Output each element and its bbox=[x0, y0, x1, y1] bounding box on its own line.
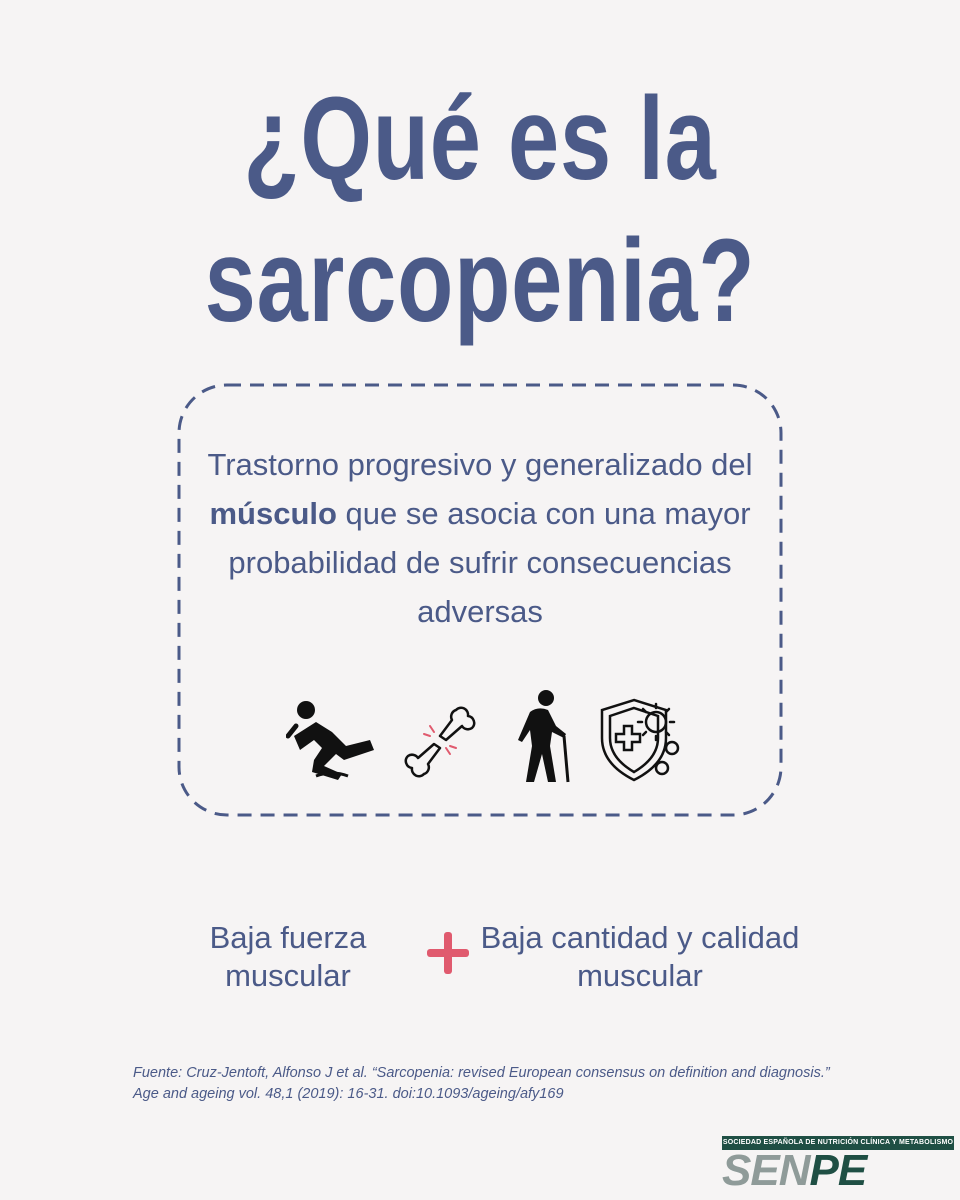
page-title-line-2: sarcopenia? bbox=[204, 215, 756, 347]
page-title-line-1: ¿Qué es la bbox=[243, 73, 717, 205]
plus-icon bbox=[425, 930, 471, 976]
definition-bold-word: músculo bbox=[209, 496, 337, 531]
logo-sen: SEN bbox=[722, 1146, 810, 1195]
criterion-low-quantity: Baja cantidad y calidad muscular bbox=[480, 920, 800, 993]
consequence-icons bbox=[280, 690, 690, 790]
definition-text-part: que se asocia con una mayor probabilidad de sufrir consecuencias adversas bbox=[228, 496, 751, 629]
elderly-cane-icon bbox=[508, 690, 572, 786]
criterion-low-strength: Baja fuerza muscular bbox=[209, 920, 367, 993]
logo-wordmark bbox=[722, 1146, 954, 1195]
shield-virus-icon bbox=[594, 694, 686, 786]
definition-text bbox=[200, 440, 760, 636]
broken-bone-icon bbox=[400, 702, 480, 782]
falling-person-icon bbox=[286, 696, 378, 780]
definition-text-part: Trastorno progresivo y generalizado del bbox=[207, 447, 753, 482]
logo-tagline: SOCIEDAD ESPAÑOLA DE NUTRICIÓN CLÍNICA Y METABOLISMO bbox=[722, 1136, 954, 1150]
logo-pe: PE bbox=[809, 1146, 867, 1195]
senpe-logo bbox=[722, 1136, 954, 1195]
source-citation: Fuente: Cruz-Jentoft, Alfonso J et al. “Sarcopenia: revised European consensus on definition and diagnosis.” Age and ageing vol. 48,1 (2019): 16-31. doi:10.1093/ageing/afy169 bbox=[133, 1065, 830, 1102]
